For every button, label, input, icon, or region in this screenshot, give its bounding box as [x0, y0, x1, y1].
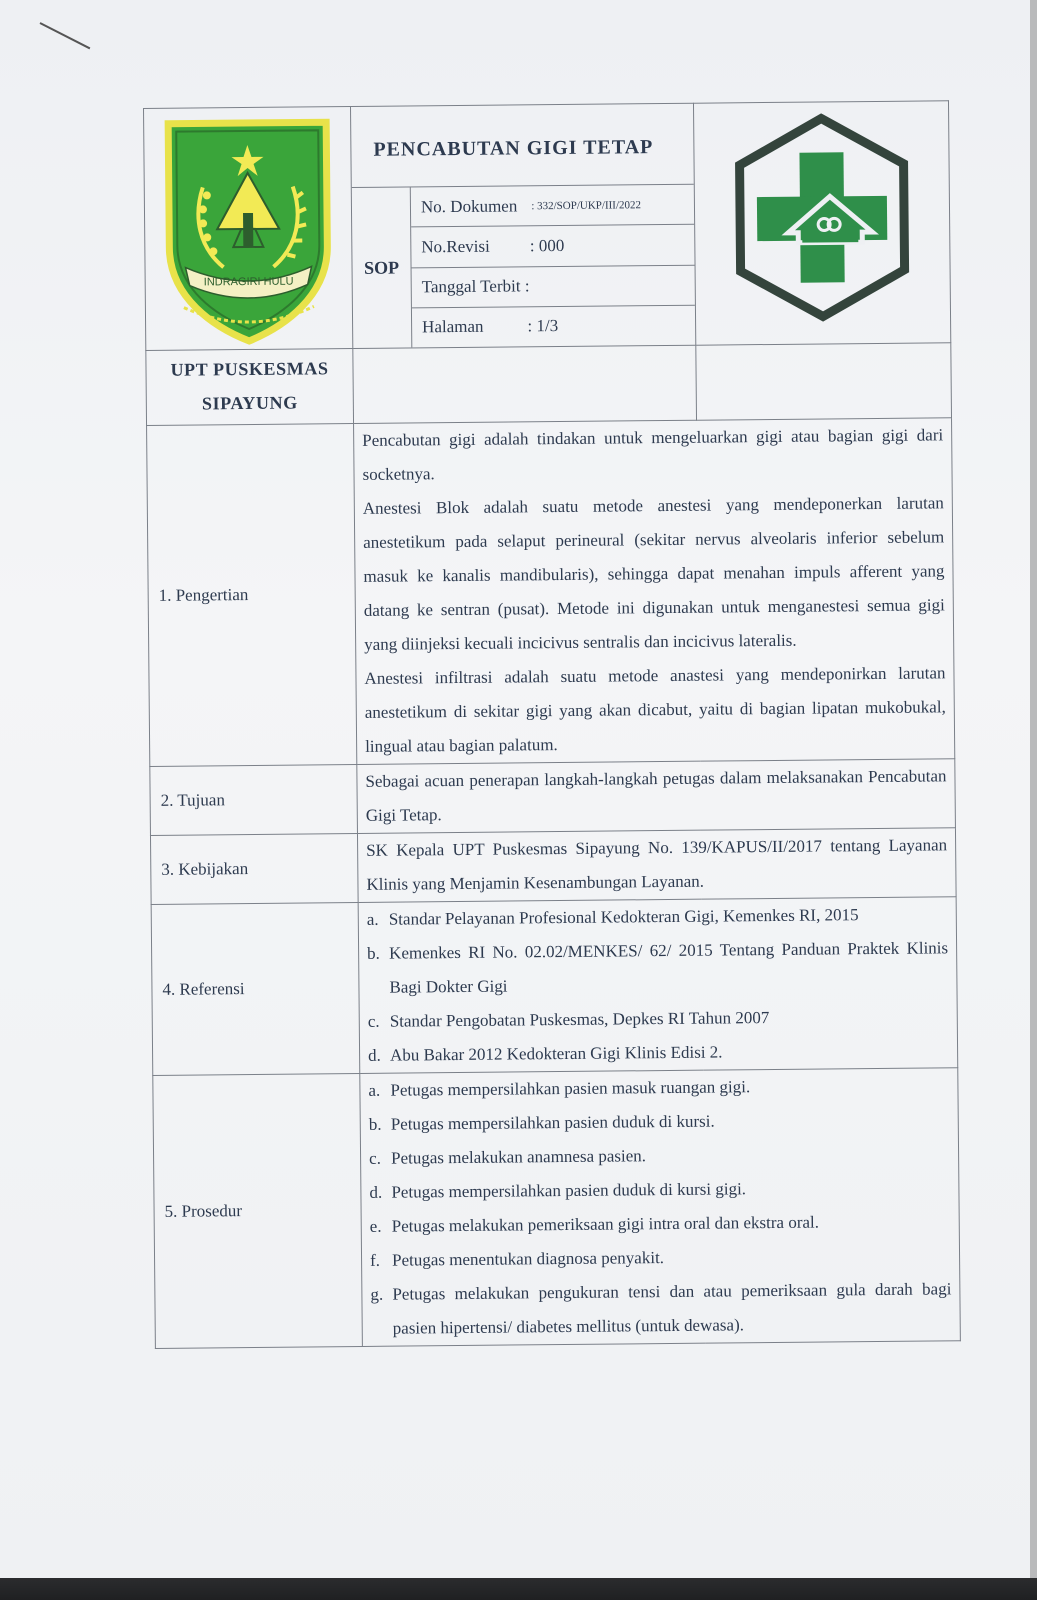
list-item: c. Petugas melakukan anamnesa pasien.: [369, 1146, 647, 1168]
meta-row-issue-date: Tanggal Terbit :: [412, 265, 695, 308]
meta-row-page: Halaman : 1/3: [422, 316, 559, 337]
indragiri-hulu-logo: [162, 116, 334, 346]
section-content-referensi: [358, 897, 958, 1074]
section-content-kebijakan: [357, 828, 956, 903]
blank-cell-right: [696, 343, 952, 420]
section-label-referensi: 4. Referensi: [151, 902, 360, 1075]
section-content-prosedur: [360, 1068, 961, 1347]
list-item: d. Petugas mempersilahkan pasien duduk di kursi gigi.: [369, 1179, 747, 1202]
paragraph: SK Kepala UPT Puskesmas Sipayung No. 139/KAPUS/II/2017 tentang Layanan Klinis yang Menjamin Kesenambungan Layanan.: [366, 835, 948, 894]
section-label-prosedur: 5. Prosedur: [153, 1073, 363, 1348]
list-item: b. Kemenkes RI No. 02.02/MENKES/ 62/ 2015 Tentang Panduan Praktek Klinis Bagi Dokter Gigi: [367, 938, 949, 997]
background-shadow: [0, 1578, 1037, 1600]
svg-text:INDRAGIRI HULU: INDRAGIRI HULU: [203, 275, 294, 288]
paragraph: Pencabutan gigi adalah tindakan untuk mengeluarkan gigi atau bagian gigi dari socketnya.: [362, 425, 944, 484]
regency-logo-cell: [144, 107, 353, 351]
title-box: [351, 104, 694, 188]
reference-list: [367, 897, 950, 1073]
paragraph: Anestesi infiltrasi adalah suatu metode anastesi yang mendeponirkan larutan anestetikum di sekitar gigi yang akan dicabut, yaitu di bagian lipatan mukobukal, lingual atau bagian palatum.: [364, 663, 946, 756]
section-label-pengertian: 1. Pengertian: [147, 423, 357, 766]
puskesmas-mark-cell: [693, 101, 950, 345]
blank-cell-center: [353, 345, 697, 423]
list-item: g. Petugas melakukan pengukuran tensi dan atau pemeriksaan gula darah bagi pasien hipertensi/ diabetes mellitus (untuk dewasa).: [370, 1279, 952, 1338]
section-label-kebijakan: 3. Kebijakan: [150, 833, 358, 904]
meta-row-document-number: No. Dokumen : 332/SOP/UKP/III/2022: [411, 185, 694, 228]
meta-rows: [411, 185, 696, 348]
document-title: PENCABUTAN GIGI TETAP: [373, 136, 654, 161]
header-center-cell: [350, 103, 695, 348]
list-item: e. Petugas melakukan pemeriksaan gigi intra oral dan ekstra oral.: [369, 1212, 820, 1236]
list-item: a. Petugas mempersilahkan pasien masuk ruangan gigi.: [368, 1077, 751, 1100]
sop-label: SOP: [352, 187, 413, 348]
paragraph: Anestesi Blok adalah suatu metode anestesi yang mendeponerkan larutan anestetikum pada selaput perineural (sekitar nervus alveolaris inferior sebelum masuk ke kanalis mandibularis), sehingga dapat menahan impuls afferent yang datang ke sentran (pusat). Metode ini digunakan untuk menganestesi semua gigi yang diinjeksi kecuali incicivus sentralis dan incicivus lateralis.: [362, 493, 945, 654]
list-item: c. Standar Pengobatan Puskesmas, Depkes RI Tahun 2007: [367, 1008, 770, 1031]
paragraph: Sebagai acuan penerapan langkah-langkah petugas dalam melaksanakan Pencabutan Gigi Tetap.: [365, 766, 947, 825]
list-item: b. Petugas mempersilahkan pasien duduk di kursi.: [368, 1111, 715, 1134]
list-item: a. Standar Pelayanan Profesional Kedokteran Gigi, Kemenkes RI, 2015: [366, 905, 859, 929]
document-meta: [352, 185, 696, 348]
meta-row-revision: No.Revisi : 000: [411, 225, 694, 268]
section-label-tujuan: 2. Tujuan: [150, 764, 358, 835]
puskesmas-logo: [694, 111, 950, 335]
list-item: f. Petugas menentukan diagnosa penyakit.: [369, 1248, 665, 1270]
list-item: d. Abu Bakar 2012 Kedokteran Gigi Klinis Edisi 2.: [368, 1042, 723, 1065]
sop-document: [143, 100, 960, 1349]
unit-name: UPT PUSKESMAS SIPAYUNG: [146, 348, 354, 425]
section-content-pengertian: [354, 418, 955, 765]
section-content-tujuan: [357, 759, 956, 834]
sop-table: [143, 100, 961, 1349]
procedure-list: [368, 1068, 952, 1346]
